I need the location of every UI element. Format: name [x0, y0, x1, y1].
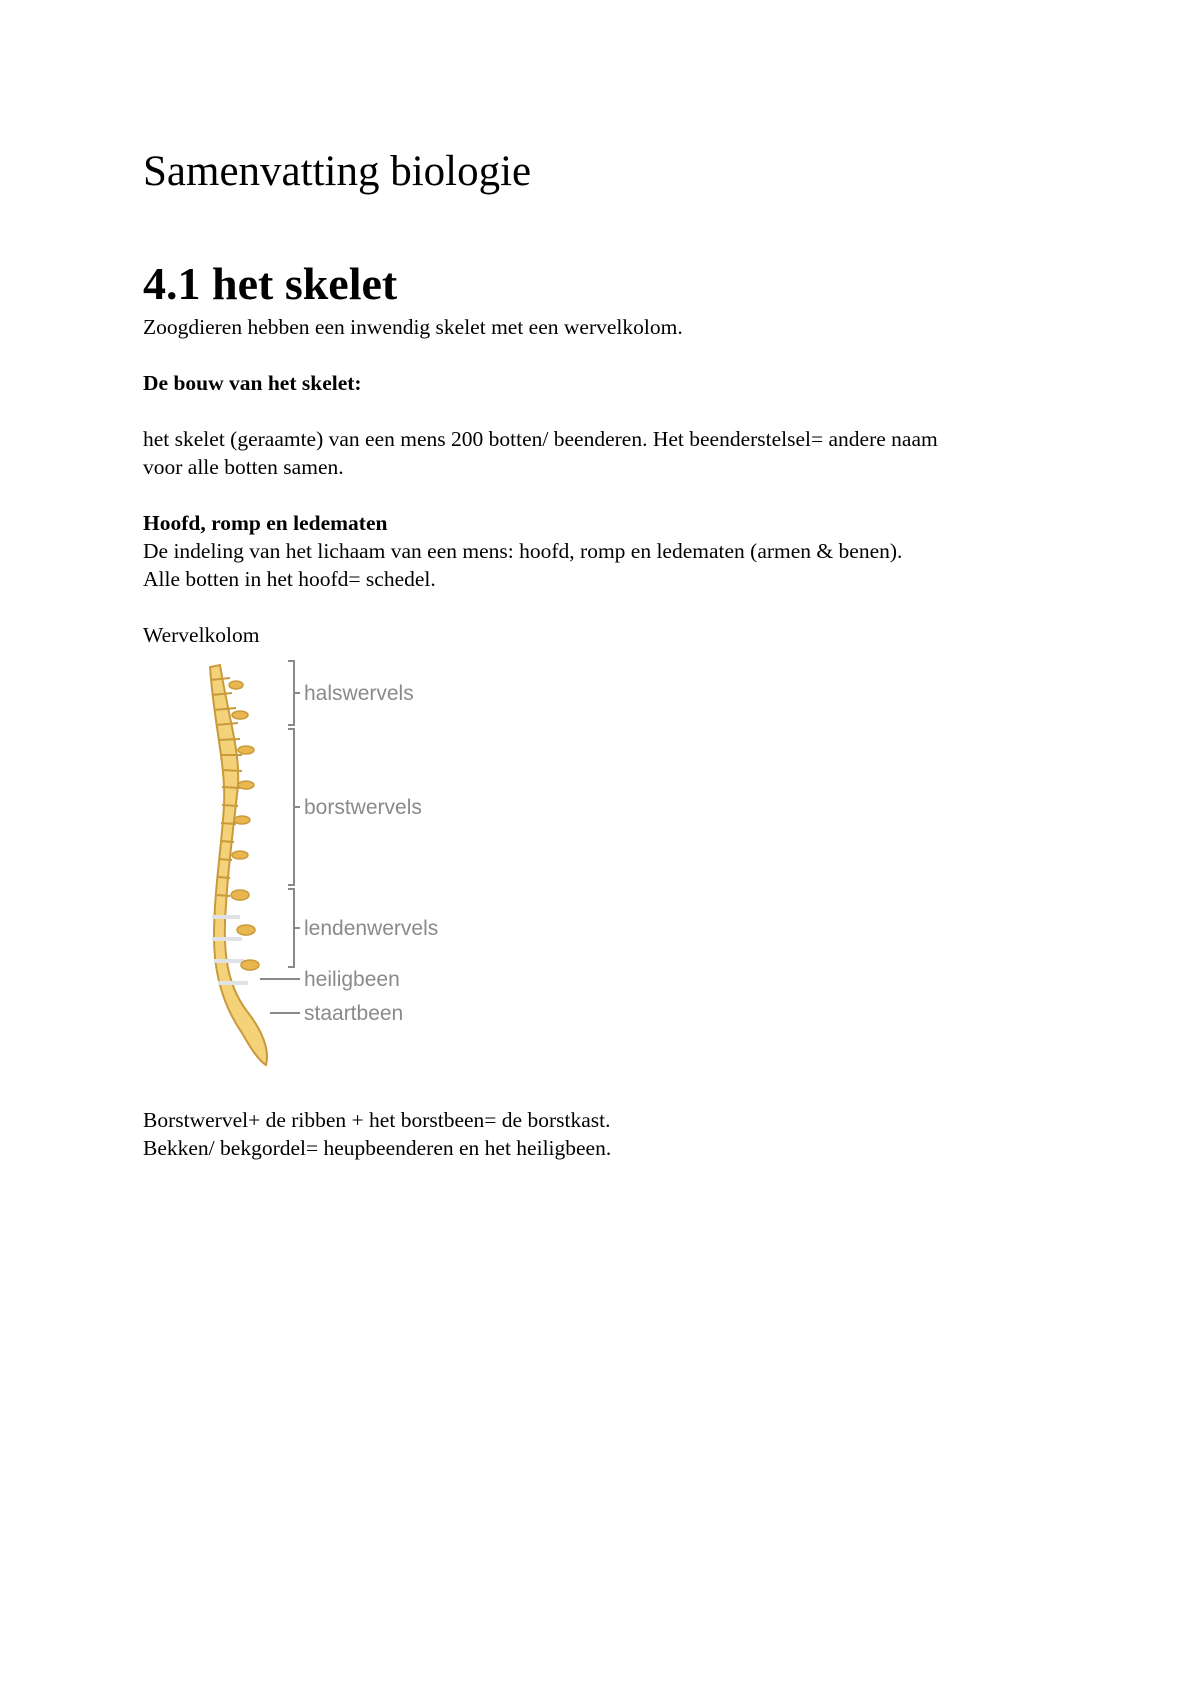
closing-line-2: Bekken/ bekgordel= heupbeenderen en het heiligbeen. — [143, 1136, 612, 1160]
bracket-lendenwervels — [288, 889, 294, 967]
intro-paragraph: Zoogdieren hebben een inwendig skelet met een wervelkolom. — [143, 315, 683, 339]
label-borstwervels: borstwervels — [304, 796, 422, 819]
spine-figure — [200, 655, 520, 1075]
hoofd-paragraph-line-2: Alle botten in het hoofd= schedel. — [143, 567, 436, 591]
bracket-borstwervels — [288, 729, 294, 885]
bouw-paragraph-line-2: voor alle botten samen. — [143, 455, 344, 479]
bouw-paragraph-line-1: het skelet (geraamte) van een mens 200 botten/ beenderen. Het beenderstelsel= andere naam — [143, 427, 938, 451]
document-title: Samenvatting biologie — [143, 148, 532, 195]
label-halswervels: halswervels — [304, 682, 414, 705]
figure-caption: Wervelkolom — [143, 623, 260, 647]
spine-illustration — [210, 665, 267, 1065]
closing-line-1: Borstwervel+ de ribben + het borstbeen= de borstkast. — [143, 1108, 611, 1132]
label-heiligbeen: heiligbeen — [304, 968, 400, 991]
label-lendenwervels: lendenwervels — [304, 917, 439, 940]
label-staartbeen: staartbeen — [304, 1002, 404, 1025]
subheading-bouw: De bouw van het skelet: — [143, 371, 362, 395]
bracket-halswervels — [288, 661, 294, 725]
vertebra-brackets — [260, 661, 300, 1013]
subheading-hoofd: Hoofd, romp en ledematen — [143, 511, 388, 535]
section-heading: 4.1 het skelet — [143, 258, 398, 309]
hoofd-paragraph-line-1: De indeling van het lichaam van een mens: hoofd, romp en ledematen (armen & benen). — [143, 539, 903, 563]
